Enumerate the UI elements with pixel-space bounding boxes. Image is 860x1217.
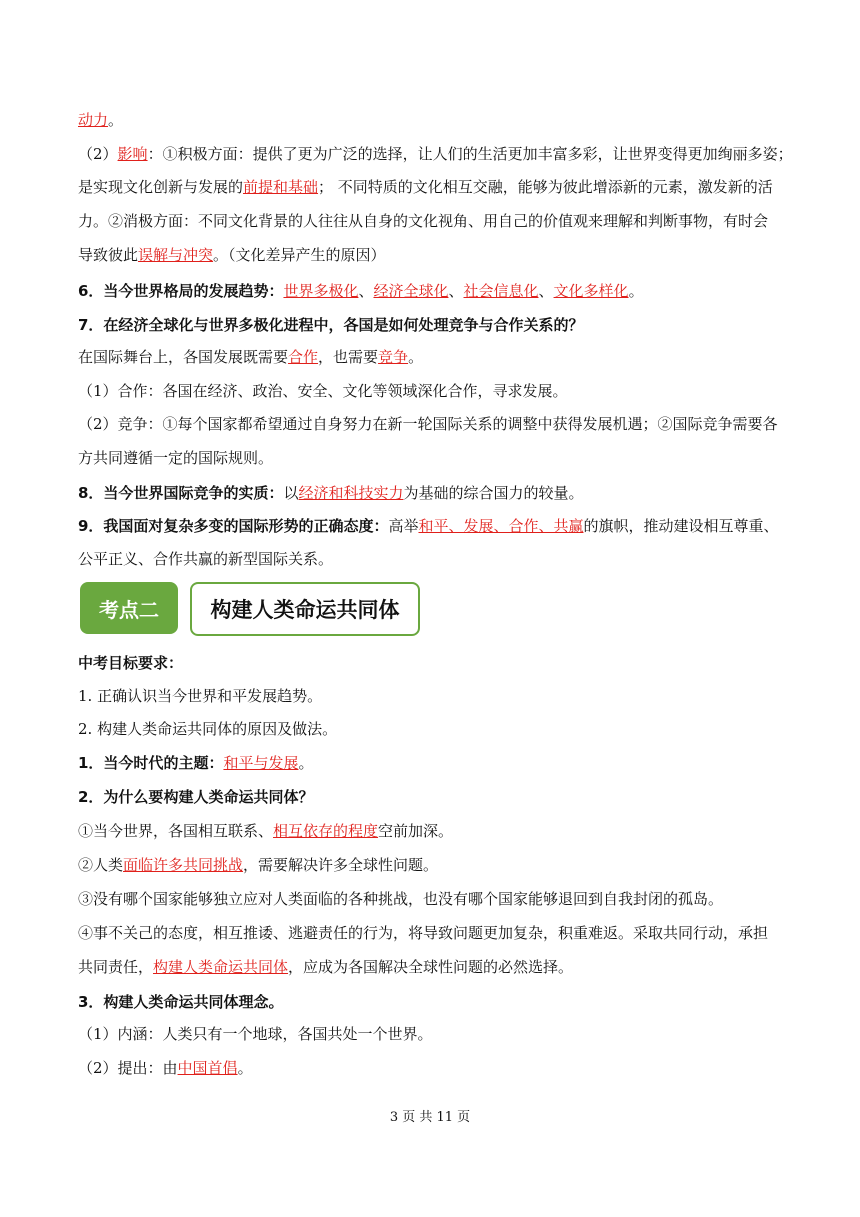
page-number: 3 页 共 11 页 [389, 1110, 471, 1125]
text: 公平正义、合作共赢的新型国际关系。 [78, 550, 334, 568]
text-line [78, 314, 788, 336]
text: 、 [358, 282, 374, 300]
text: （1）合作：各国在经济、政治、安全、文化等领域深化合作，寻求发展。 [78, 382, 568, 400]
text: 1. 正确认识当今世界和平发展趋势。 [78, 687, 323, 705]
heading-text: 7．在经济全球化与世界多极化进程中，各国是如何处理竞争与合作关系的？ [78, 316, 584, 334]
text-line [78, 109, 788, 131]
keyword: 动力 [78, 111, 109, 129]
text-line [78, 176, 788, 198]
text: 导致彼此 [78, 246, 139, 264]
heading-text: 2．为什么要构建人类命运共同体？ [78, 788, 314, 806]
text-line [78, 956, 788, 978]
text-line [78, 280, 788, 302]
text-line [78, 1057, 788, 1079]
keyword: 世界多极化 [283, 282, 359, 300]
text: 2. 构建人类命运共同体的原因及做法。 [78, 720, 338, 738]
text: 。（文化差异产生的原因） [213, 246, 386, 264]
text-line [78, 515, 788, 537]
text: ，应成为各国解决全球性问题的必然选择。 [288, 958, 574, 976]
heading-text: 中考目标要求： [78, 654, 184, 672]
text: ②人类 [78, 856, 124, 874]
keyword: 误解与冲突 [138, 246, 214, 264]
text: 是实现文化创新与发展的 [78, 178, 244, 196]
text-line [78, 482, 788, 504]
text-line [78, 244, 788, 266]
heading-text: 9．我国面对复杂多变的国际形势的正确态度： [78, 517, 389, 535]
text: ④事不关己的态度，相互推诿、逃避责任的行为，将导致问题更加复杂，积重难返。采取共同行动，承担 [78, 924, 769, 942]
text-line [78, 143, 793, 165]
text-line [78, 786, 788, 808]
section-badge: 考点二 [80, 582, 178, 634]
text: 共同责任， [78, 958, 154, 976]
text-line [78, 718, 788, 740]
text-line [78, 685, 788, 707]
text-line [78, 922, 788, 944]
text: ，也需要 [318, 348, 379, 366]
keyword: 合作 [288, 348, 319, 366]
keyword: 中国首倡 [177, 1059, 238, 1077]
heading-text: 1．当今时代的主题： [78, 754, 224, 772]
section-title: 构建人类命运共同体 [190, 582, 420, 636]
keyword: 前提和基础 [243, 178, 319, 196]
text-line [78, 991, 788, 1013]
text-line [78, 380, 788, 402]
text-line [78, 820, 788, 842]
heading-text: 8．当今世界国际竞争的实质： [78, 484, 284, 502]
text: 空前加深。 [378, 822, 454, 840]
text-line [78, 413, 788, 435]
keyword: 经济和科技实力 [298, 484, 404, 502]
heading-text: 6．当今世界格局的发展趋势： [78, 282, 284, 300]
text: （2） [78, 145, 118, 163]
text: 力。②消极方面：不同文化背景的人往往从自身的文化视角、用自己的价值观来理解和判断事物，有时会 [78, 212, 769, 230]
keyword: 和平、发展、合作、共赢 [418, 517, 584, 535]
text-line [78, 346, 788, 368]
text-line [78, 548, 788, 570]
text: 。 [108, 111, 124, 129]
text: ①当今世界，各国相互联系、 [78, 822, 274, 840]
text: ，需要解决许多全球性问题。 [243, 856, 439, 874]
keyword: 和平与发展 [223, 754, 299, 772]
text-line [78, 210, 788, 232]
keyword: 经济全球化 [373, 282, 449, 300]
text: 。 [628, 282, 644, 300]
keyword: 面临许多共同挑战 [123, 856, 244, 874]
text: 。 [408, 348, 424, 366]
keyword: 构建人类命运共同体 [153, 958, 289, 976]
text-line [78, 752, 788, 774]
text: 的旗帜，推动建设相互尊重、 [583, 517, 779, 535]
text: 高举 [388, 517, 419, 535]
text: ； 不同特质的文化相互交融，能够为彼此增添新的元素，激发新的活 [318, 178, 773, 196]
text: 、 [538, 282, 554, 300]
keyword: 社会信息化 [463, 282, 539, 300]
text: 。 [298, 754, 314, 772]
text: 以 [283, 484, 299, 502]
text-line [78, 1023, 788, 1045]
text: （1）内涵：人类只有一个地球，各国共处一个世界。 [78, 1025, 433, 1043]
text-line [78, 652, 788, 674]
text-line [78, 447, 788, 469]
text: 、 [448, 282, 464, 300]
text: ：①积极方面：提供了更为广泛的选择，让人们的生活更加丰富多彩，让世界变得更加绚丽多姿； [147, 145, 793, 163]
text: 。 [237, 1059, 253, 1077]
keyword: 文化多样化 [553, 282, 629, 300]
heading-text: 3．构建人类命运共同体理念。 [78, 993, 284, 1011]
text-line [78, 888, 788, 910]
text: （2）竞争：①每个国家都希望通过自身努力在新一轮国际关系的调整中获得发展机遇；②国际竞争需要各 [78, 415, 778, 433]
keyword: 影响 [117, 145, 148, 163]
keyword: 竞争 [378, 348, 409, 366]
text: （2）提出：由 [78, 1059, 178, 1077]
text: 为基础的综合国力的较量。 [403, 484, 584, 502]
keyword: 相互依存的程度 [273, 822, 379, 840]
text-line [78, 854, 788, 876]
text: ③没有哪个国家能够独立应对人类面临的各种挑战，也没有哪个国家能够退回到自我封闭的孤岛。 [78, 890, 724, 908]
text: 方共同遵循一定的国际规则。 [78, 449, 274, 467]
text: 在国际舞台上，各国发展既需要 [78, 348, 289, 366]
